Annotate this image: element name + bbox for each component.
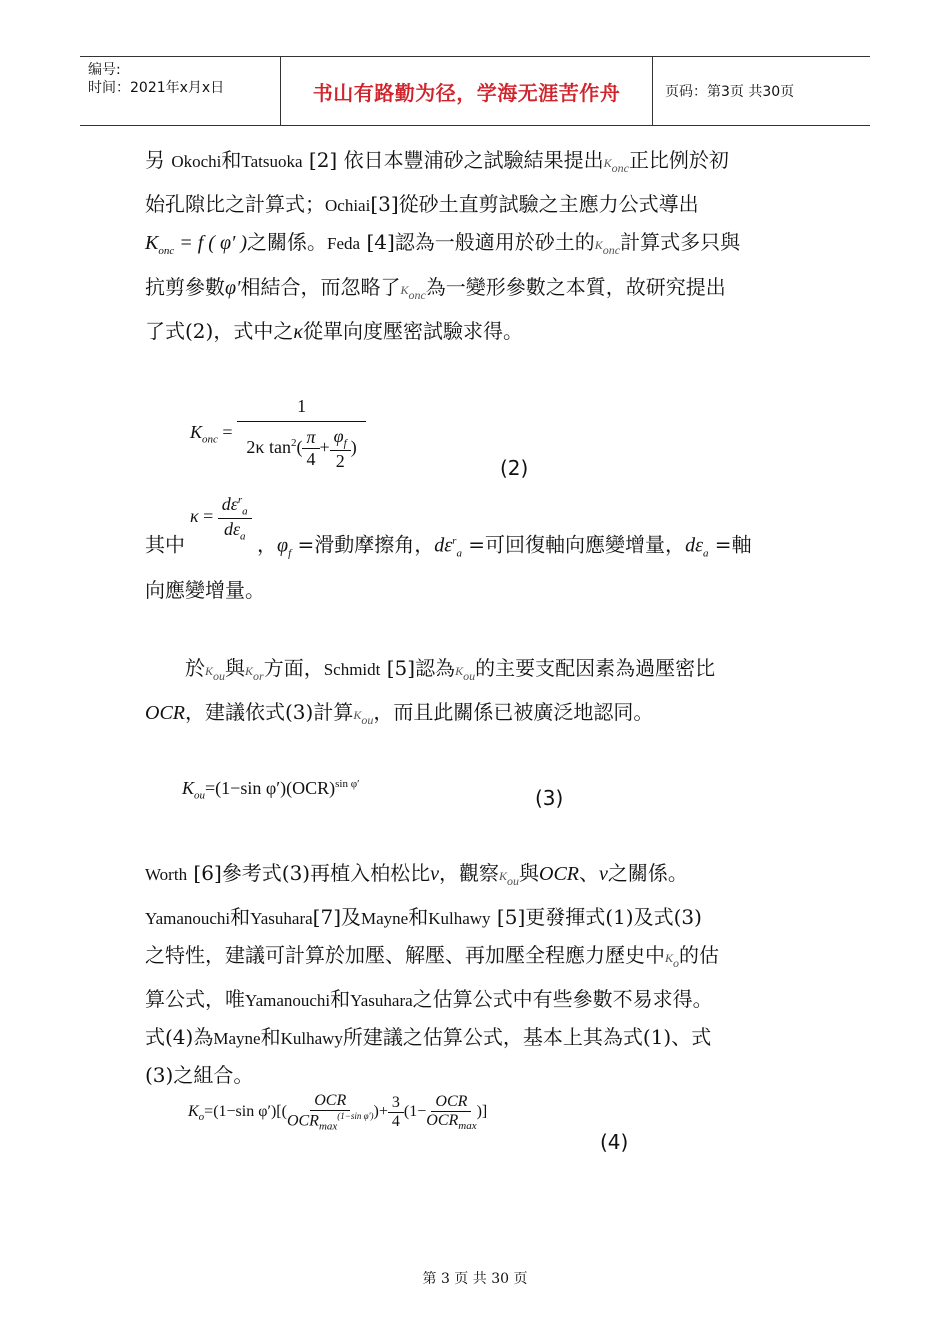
symbol-sub: onc (158, 245, 175, 257)
equation-2-number: (2) (500, 456, 529, 480)
text: [3]從砂土直剪試驗之主應力公式導出 (370, 192, 699, 216)
text: 另 (145, 148, 172, 172)
author-kulhawy: Kulhawy (280, 1029, 343, 1048)
text: 之關係。 (607, 861, 688, 885)
symbol-phi: φ′ (225, 277, 241, 299)
text: ，而且此關係已被廣泛地認同。 (373, 700, 654, 724)
page-header (80, 56, 870, 126)
eq4-part-b: )+ (373, 1102, 388, 1120)
text: 計算式多只與 (620, 230, 741, 254)
symbol-kappa: κ (293, 321, 303, 343)
header-meta (80, 57, 281, 125)
text: 之關係。 (247, 230, 328, 254)
eq4-num1: OCR (310, 1092, 350, 1111)
paragraph-1 (145, 142, 810, 350)
equation-2 (190, 396, 366, 472)
paragraph-2 (145, 523, 810, 608)
pi-over-4 (302, 427, 319, 470)
ocr: OCR (426, 1111, 459, 1129)
p4-line-5 (145, 1019, 810, 1057)
number-label: 编号: (88, 62, 121, 78)
phi-sub: f (343, 437, 347, 450)
eq4-den3 (426, 1112, 476, 1132)
p3-line-2 (145, 694, 810, 738)
time-label: 时间：2021年x月x日 (88, 80, 225, 96)
paragraph-4 (145, 855, 810, 1093)
p1-line-2 (145, 186, 810, 224)
text: [4]認為一般適用於砂土的 (360, 230, 595, 254)
sub-a: a (240, 530, 246, 543)
eq4-lhs-sub: o (198, 1111, 205, 1124)
author-yamanouchi: Yamanouchi (145, 909, 231, 928)
eq3-sup: sin φ′ (335, 778, 360, 790)
text: [5]更發揮式(1)及式(3) (490, 905, 702, 929)
symbol-sub: onc (602, 243, 621, 257)
author-yasuhara: Yasuhara (350, 991, 413, 1010)
text: 的主要支配因素為過壓密比 (475, 656, 716, 680)
exponent: (1−sin φ′) (337, 1111, 374, 1121)
sup-r: r (237, 494, 243, 506)
phi-over-2 (330, 426, 351, 472)
symbol-k: K (455, 664, 464, 678)
text: 其中 (145, 532, 185, 557)
eq2-numerator: 1 (237, 396, 366, 422)
author-okochi: Okochi (171, 152, 222, 171)
p1-line-1 (145, 142, 810, 186)
symbol-k: K (145, 232, 159, 254)
symbol-sub: f (288, 547, 292, 560)
p4-line-6: (3)之組合。 (145, 1063, 254, 1087)
text: 方面， (263, 656, 324, 680)
text: 和 (408, 905, 429, 929)
text: 與 (225, 656, 246, 680)
symbol-k: K (205, 664, 214, 678)
symbol-k: K (499, 869, 508, 883)
d-epsilon: dε (685, 534, 703, 557)
equation-4 (188, 1092, 487, 1133)
text: 所建議之估算公式，基本上其為式(1)、式 (342, 1025, 712, 1049)
d-epsilon: dε (221, 494, 238, 514)
text: 式(4)為 (145, 1025, 214, 1049)
eq4-part-a: =(1−sin φ′)[( (204, 1102, 287, 1120)
text: 從單向度壓密試驗求得。 (302, 319, 523, 343)
author-schmidt: Schmidt (323, 660, 381, 679)
text: 了式(2)，式中之 (145, 319, 294, 343)
ocr: OCR (286, 1112, 319, 1130)
paragraph-3 (145, 650, 810, 738)
text: 為一變形參數之本質，故研究提出 (425, 275, 726, 299)
text: 和 (230, 905, 251, 929)
header-page-code: 页码：第3页 共30页 (665, 84, 795, 100)
text: 和 (330, 987, 351, 1011)
p4-line-4 (145, 981, 810, 1019)
symbol-sub: onc (408, 288, 426, 302)
phi-f (330, 426, 351, 451)
author-mayne: Mayne (361, 909, 409, 928)
inline-formula: = f ( φ′ ) (174, 232, 248, 254)
paren: ) (350, 436, 357, 457)
two: 2 (335, 450, 345, 471)
text: 與 (519, 861, 540, 885)
eq4-part-d: )] (476, 1102, 488, 1120)
eq4-fraction-2 (388, 1094, 404, 1131)
text: 和 (221, 148, 242, 172)
text: ， (257, 532, 277, 557)
d-epsilon: dε (223, 518, 241, 539)
kappa-numerator (218, 494, 252, 519)
text: [6]參考式(3)再植入柏松比 (187, 861, 431, 885)
author-feda: Feda (327, 234, 361, 253)
symbol-k: K (603, 156, 612, 170)
symbol-sub: o (673, 956, 680, 970)
eq2-lhs: K (190, 421, 203, 442)
p2-line-1 (145, 523, 810, 572)
eq2-denominator (246, 422, 356, 472)
text: 相結合，而忽略了 (240, 275, 401, 299)
text: 抗剪參數 (145, 275, 225, 299)
p1-line-5 (145, 313, 810, 350)
sub-a: a (242, 505, 248, 518)
paren: ( (296, 436, 303, 457)
sub-max: max (458, 1119, 477, 1132)
equals: = (203, 506, 214, 527)
four: 4 (391, 1112, 400, 1130)
symbol-nu: ν (430, 863, 439, 885)
symbol-ocr: OCR (539, 863, 580, 885)
text: 的估 (679, 943, 720, 967)
text: 之估算公式中有些參數不易求得。 (412, 987, 713, 1011)
author-yasuhara: Yasuhara (250, 909, 313, 928)
text: 始孔隙比之計算式； (145, 192, 325, 216)
sub-a: a (702, 547, 709, 560)
eq4-den1 (287, 1111, 374, 1133)
eq4-fraction-3 (426, 1093, 476, 1132)
sub-a: a (456, 547, 462, 560)
author-mayne: Mayne (213, 1029, 261, 1048)
symbol-sub: ou (507, 874, 520, 888)
sub-max: max (318, 1120, 338, 1133)
symbol-k: K (665, 951, 674, 965)
equals: = (222, 421, 233, 442)
equation-3-number: (3) (535, 786, 564, 810)
text: 、 (579, 861, 600, 885)
text: ，建議依式(3)計算 (185, 700, 354, 724)
symbol-k: K (400, 283, 409, 297)
symbol-k: K (353, 708, 362, 722)
phi: φ (333, 426, 344, 446)
symbol-ocr: OCR (145, 702, 185, 724)
symbol-nu: ν (599, 863, 608, 885)
text: =滑動摩擦角， (291, 532, 435, 557)
eq3-lhs: K (182, 778, 195, 798)
text: [2] 依日本豐浦砂之試驗結果提出 (302, 148, 604, 172)
d-epsilon: dε (434, 534, 453, 557)
eq4-lhs: K (188, 1102, 199, 1120)
plus: + (319, 436, 330, 457)
text: =軸 (708, 532, 752, 557)
page-footer: 第 3 页 共 30 页 (422, 1271, 528, 1287)
eq2-fraction (237, 396, 366, 472)
text: ，觀察 (439, 861, 499, 885)
author-tatsuoka: Tatsuoka (241, 152, 303, 171)
symbol-sub: ou (213, 669, 226, 683)
text: [7]及 (312, 905, 362, 929)
header-slogan: 书山有路勤为径，学海无涯苦作舟 (281, 57, 653, 125)
three: 3 (388, 1094, 404, 1113)
eq2-den-a: 2κ tan (246, 436, 291, 457)
equation-3 (182, 778, 359, 802)
author-kulhawy: Kulhawy (428, 909, 491, 928)
symbol-phi: φ (277, 534, 289, 557)
text: 正比例於初 (628, 148, 729, 172)
symbol-sub: or (253, 669, 264, 683)
p1-line-4 (145, 269, 810, 313)
text: =可回復軸向應變增量， (461, 532, 686, 557)
eq4-fraction-1 (287, 1092, 374, 1133)
eq2-den-sup: 2 (290, 436, 297, 449)
four: 4 (306, 449, 316, 470)
text: 之特性，建議可計算於加壓、解壓、再加壓全程應力歷史中 (145, 943, 665, 967)
sup-r: r (452, 535, 457, 547)
text: 算公式，唯 (145, 987, 245, 1011)
p3-line-1 (145, 650, 810, 694)
symbol-k: K (594, 238, 603, 252)
text: [5]認為 (380, 656, 456, 680)
eq3-rhs: =(1−sin φ′)(OCR) (205, 778, 336, 798)
pi: π (302, 427, 319, 449)
eq2-lhs-sub: onc (202, 433, 218, 446)
p4-line-3 (145, 937, 810, 981)
p4-line-2 (145, 899, 810, 937)
text: 於 (185, 656, 205, 680)
p2-line-2: 向應變增量。 (145, 577, 265, 602)
symbol-sub: ou (463, 669, 476, 683)
symbol-sub: ou (361, 713, 374, 727)
author-worth: Worth (145, 865, 188, 884)
p4-line-1 (145, 855, 810, 899)
equation-4-number: (4) (600, 1130, 629, 1154)
p1-line-3 (145, 224, 810, 269)
text: 和 (260, 1025, 281, 1049)
kappa: κ (190, 506, 199, 527)
eq3-lhs-sub: ou (194, 789, 206, 802)
eq4-num3: OCR (431, 1093, 471, 1112)
symbol-k: K (245, 664, 254, 678)
author-yamanouchi: Yamanouchi (245, 991, 331, 1010)
symbol-sub: onc (611, 161, 629, 175)
author-ochiai: Ochiai (325, 196, 371, 215)
eq4-part-c: (1− (403, 1102, 427, 1120)
